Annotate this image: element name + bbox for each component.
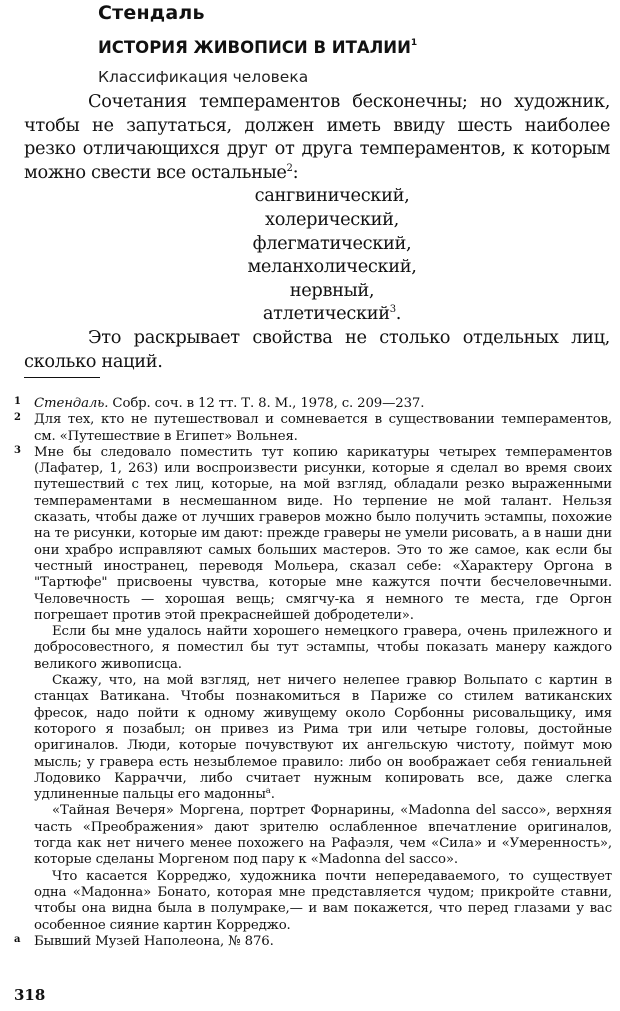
work-title xyxy=(98,38,417,57)
paragraph-1-colon: : xyxy=(292,161,299,183)
footnote-3-paragraph-text: Скажу, что, на мой взгляд, нет ничего нелепее гравюр Вольпато с картин в станцах Ватикана. Чтобы познакомиться в Париже со стилем ватиканских фресок, надо пойти к одному живущему около Сорбонны рисовальщику, имя которого я позабыл; он привез из Рима три или четыре головы, достойные оригиналов. Люди, которые почувствуют их ангельскую чистоту, поймут мою мысль; у гравера есть незыблемое правило: либо он воображает себя гениальней Лодовико Карраччи, либо считает нужным копировать все, даже слегка удлиненные пальцы его мадонны xyxy=(34,673,612,803)
main-text xyxy=(24,90,610,373)
footnote-2 xyxy=(14,412,612,445)
footnote-3-paragraph: «Тайная Вечеря» Моргена, портрет Форнарины, «Madonna del sacco», верхняя часть «Преображения» дают зрителю ослабленное впечатление оригиналов, тогда как нет ничего менее похожего на Рафаэля, чем «Сила» и «Умеренность», которые сделаны Моргеном под пару к «Madonna del sacco». xyxy=(34,803,612,868)
temperament-item: нервный, xyxy=(289,279,375,301)
temperament-item: холерический, xyxy=(265,208,399,230)
footnote-divider xyxy=(24,377,100,378)
footnote-1 xyxy=(14,396,612,412)
footnote-2-text: Для тех, кто не путешествовал и сомневается в существовании темпераментов, см. «Путешествие в Египет» Вольнея. xyxy=(34,412,612,444)
temperament-item: сангвинический, xyxy=(254,185,410,207)
paragraph-1-text: Сочетания темпераментов бесконечны; но художник, чтобы не запутаться, должен иметь ввиду шесть наиболее резко отличающихся друг от друга темпераментов, к которым можно свести все остальные xyxy=(24,91,610,183)
page-number: 318 xyxy=(14,986,46,1004)
temperament-end: . xyxy=(395,303,402,325)
work-title-text: ИСТОРИЯ ЖИВОПИСИ В ИТАЛИИ xyxy=(98,38,411,57)
footnote-number: 3 xyxy=(14,444,21,456)
author-name: Стендаль xyxy=(98,2,205,24)
paragraph-1 xyxy=(24,90,610,184)
footnote-3-paragraph: Мне бы следовало поместить тут копию карикатуры четырех темпераментов (Лафатер, 1, 263) или воспроизвести рисунки, которые я сделал во время своих путешествий с тех лиц, которые, на мой взгляд, обладали резко выраженными темпераментами в несмешанном виде. Но терпение не мой талант. Нельзя сказать, чтобы даже от лучших граверов можно было получить эстампы, похожие на те рисунки, которые им дают: прежде граверы не умели рисовать, а в наши дни они храбро исправляют самых больших мастеров. Это то же самое, как если бы честный иностранец, переводя Мольера, сказал себе: «Характеру Оргона в "Тартюфе" присвоены чувства, которые мне кажутся почти бесчеловечными. Человечность — хорошая вещь; смягчу-ка я немного те места, где Оргон погрешает против этой прекраснейшей добродетели». xyxy=(34,444,612,623)
footnotes xyxy=(14,396,612,950)
footnote-ref-3: 3 xyxy=(389,304,396,316)
footnote-a-text: Бывший Музей Наполеона, № 876. xyxy=(34,933,274,949)
footnote-3-paragraph: Если бы мне удалось найти хорошего немецкого гравера, очень прилежного и добросовестного, я поместил бы тут эстампы, чтобы показать манеру каждого великого живописца. xyxy=(34,624,612,672)
temperament-item: флегматический, xyxy=(252,232,412,254)
footnote-3-paragraph xyxy=(34,673,612,803)
footnote-1-author: Стендаль. xyxy=(34,396,109,411)
footnote-1-text: Собр. соч. в 12 тт. Т. 8. М., 1978, с. 209—237. xyxy=(108,396,425,411)
footnote-ref-1: 1 xyxy=(410,38,418,48)
footnote-3-paragraph-end: . xyxy=(270,787,275,803)
temperament-item: меланхолический, xyxy=(247,256,417,278)
footnote-a xyxy=(14,934,612,950)
footnote-number: а xyxy=(14,933,21,945)
section-heading: Классификация человека xyxy=(98,68,309,86)
footnote-3-paragraph: Что касается Корреджо, художника почти непередаваемого, то существует одна «Мадонна» Бонато, которая мне представляется чудом; прикройте ставни, чтобы она видна была в полумраке,— и вам покажется, что перед глазами у вас особенное сияние картин Корреджо. xyxy=(34,868,612,933)
footnote-ref-2: 2 xyxy=(286,162,293,174)
temperament-list xyxy=(24,184,610,326)
footnote-number: 1 xyxy=(14,396,21,407)
temperament-item-text: атлетический xyxy=(262,303,390,325)
footnote-3 xyxy=(14,445,612,934)
footnote-ref-a: а xyxy=(265,786,271,797)
temperament-item-last xyxy=(24,302,610,326)
paragraph-2: Это раскрывает свойства не столько отдельных лиц, сколько наций. xyxy=(24,326,610,372)
footnote-number: 2 xyxy=(14,412,21,424)
